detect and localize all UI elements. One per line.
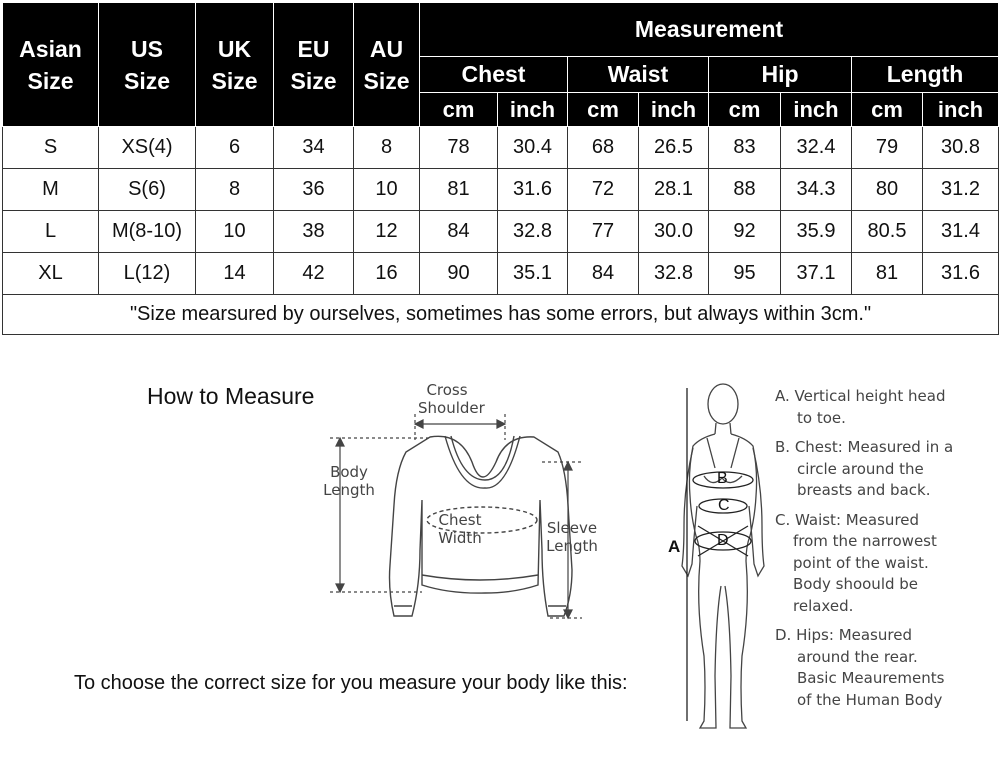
table-cell: XL	[3, 253, 99, 295]
table-cell: 79	[852, 127, 923, 169]
body-label-d: D	[717, 532, 729, 549]
header-length: Length	[852, 57, 999, 93]
table-cell: S(6)	[99, 169, 196, 211]
table-cell: 83	[709, 127, 781, 169]
table-row	[3, 169, 999, 211]
header-au-size: AU Size	[354, 3, 420, 127]
table-cell: 35.9	[781, 211, 852, 253]
table-cell: 16	[354, 253, 420, 295]
header-asian-size: Asian Size	[3, 3, 99, 127]
header-hip: Hip	[709, 57, 852, 93]
size-note: "Size mearsured by ourselves, sometimes has some errors, but always within 3cm."	[3, 295, 999, 335]
table-cell: 38	[274, 211, 354, 253]
table-cell: 34.3	[781, 169, 852, 211]
table-cell: 36	[274, 169, 354, 211]
legend-item-b: B. Chest: Measured in a circle around the breasts and back.	[775, 438, 954, 499]
unit-header: cm	[568, 93, 639, 127]
header-eu-size: EU Size	[274, 3, 354, 127]
header-us-size: US Size	[99, 3, 196, 127]
table-cell: S	[3, 127, 99, 169]
table-body	[3, 127, 999, 295]
sleeve-length-label: Sleeve Length	[546, 519, 598, 555]
table-cell: 14	[196, 253, 274, 295]
unit-header: inch	[923, 93, 999, 127]
header-uk-size: UK Size	[196, 3, 274, 127]
table-cell: 30.8	[923, 127, 999, 169]
header-waist: Waist	[568, 57, 709, 93]
header-measurement: Measurement	[420, 3, 999, 57]
unit-header: inch	[781, 93, 852, 127]
table-cell: L	[3, 211, 99, 253]
body-figure-illustration	[660, 376, 780, 752]
how-to-measure-heading: How to Measure	[147, 383, 315, 409]
table-cell: 80.5	[852, 211, 923, 253]
table-cell: 37.1	[781, 253, 852, 295]
table-cell: 31.2	[923, 169, 999, 211]
table-cell: 78	[420, 127, 498, 169]
table-cell: 32.4	[781, 127, 852, 169]
legend-item-d: D. Hips: Measured around the rear. Basic Meaurements of the Human Body	[775, 626, 945, 709]
table-cell: 26.5	[639, 127, 709, 169]
body-label-a: A	[668, 537, 681, 556]
table-row	[3, 127, 999, 169]
body-label-c: C	[718, 497, 730, 514]
table-cell: 88	[709, 169, 781, 211]
garment-measure-illustration	[310, 380, 640, 640]
legend-item-c: C. Waist: Measured from the narrowest point of the waist. Body shoould be relaxed.	[775, 510, 937, 615]
table-cell: 12	[354, 211, 420, 253]
table-cell: 90	[420, 253, 498, 295]
unit-header: cm	[709, 93, 781, 127]
table-cell: 31.6	[923, 253, 999, 295]
table-cell: 10	[354, 169, 420, 211]
table-row	[3, 211, 999, 253]
unit-header: cm	[852, 93, 923, 127]
table-cell: M(8-10)	[99, 211, 196, 253]
table-cell: 81	[852, 253, 923, 295]
table-cell: XS(4)	[99, 127, 196, 169]
table-cell: 84	[568, 253, 639, 295]
unit-header: inch	[639, 93, 709, 127]
unit-header: inch	[498, 93, 568, 127]
table-cell: 92	[709, 211, 781, 253]
header-chest: Chest	[420, 57, 568, 93]
table-cell: 32.8	[498, 211, 568, 253]
cross-shoulder-label: Cross Shoulder	[418, 381, 485, 417]
table-cell: 84	[420, 211, 498, 253]
table-cell: 34	[274, 127, 354, 169]
table-cell: 72	[568, 169, 639, 211]
table-cell: 32.8	[639, 253, 709, 295]
table-row	[3, 253, 999, 295]
table-cell: 95	[709, 253, 781, 295]
table-cell: L(12)	[99, 253, 196, 295]
table-cell: 28.1	[639, 169, 709, 211]
table-cell: 81	[420, 169, 498, 211]
body-label-b: B	[717, 470, 728, 487]
table-cell: 6	[196, 127, 274, 169]
table-cell: 30.0	[639, 211, 709, 253]
legend-item-a: A. Vertical height head to toe.	[775, 387, 946, 427]
choose-size-instruction: To choose the correct size for you measure your body like this:	[74, 672, 628, 694]
table-cell: 10	[196, 211, 274, 253]
table-cell: 31.6	[498, 169, 568, 211]
unit-header: cm	[420, 93, 498, 127]
table-cell: 31.4	[923, 211, 999, 253]
table-cell: 30.4	[498, 127, 568, 169]
table-cell: 68	[568, 127, 639, 169]
chest-width-label: Chest Width	[438, 511, 482, 547]
size-chart-table	[2, 2, 999, 335]
table-cell: 80	[852, 169, 923, 211]
table-cell: 35.1	[498, 253, 568, 295]
table-header	[3, 3, 999, 127]
table-cell: 8	[196, 169, 274, 211]
table-cell: 77	[568, 211, 639, 253]
table-cell: 42	[274, 253, 354, 295]
body-length-label: Body Length	[323, 463, 375, 499]
measurement-legend	[775, 386, 995, 715]
table-cell: M	[3, 169, 99, 211]
table-cell: 8	[354, 127, 420, 169]
